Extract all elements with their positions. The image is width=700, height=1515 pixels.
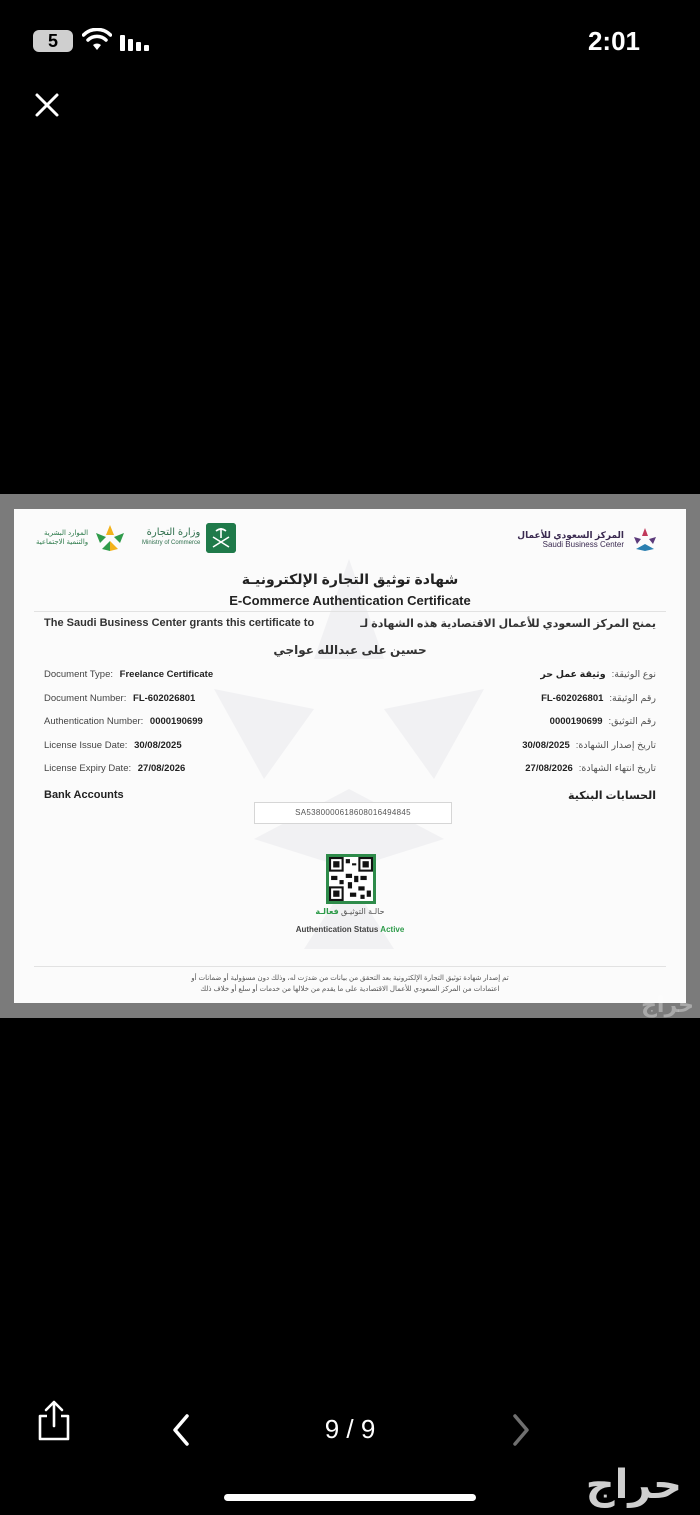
label: Document Type: (44, 669, 114, 680)
sbc-logo-icon (632, 527, 658, 553)
certificate-image (0, 494, 700, 1018)
disclaimer-line-1: تم إصدار شهادة توثيق التجارة الإلكترونية بعد التحقق من بيانات من صَدرَت له، وذلك دون مسؤولية أو ضمانات أو (191, 975, 509, 982)
status-label-ar: حالـة التوثيـق (341, 907, 385, 916)
value-ar: FL-602026801 (541, 693, 604, 704)
value-ar: وثيقة عمل حر (540, 669, 606, 680)
disclaimer (34, 973, 666, 995)
value-ar: 0000190699 (549, 716, 603, 727)
label: Authentication Number: (44, 716, 144, 727)
authentication-status-en (14, 925, 686, 934)
iban-field: SA5380000618608016494845 (254, 802, 452, 824)
value-ar: 27/08/2026 (525, 763, 573, 774)
value: 27/08/2026 (137, 763, 186, 774)
status-value-en: Active (380, 925, 405, 934)
moc-logo (142, 523, 236, 553)
label-ar: رقم الوثيقة: (609, 693, 656, 704)
certificate-title-ar: شهادة توثيق التجارة الإلكترونيـة (241, 571, 459, 587)
divider (34, 966, 666, 967)
status-value-ar: فعالـة (315, 907, 339, 916)
certificate (14, 509, 686, 1003)
value: 30/08/2025 (134, 740, 182, 751)
value-ar: 30/08/2025 (522, 740, 570, 751)
issue-date-row (44, 740, 656, 756)
grant-statement-ar: يمنح المركز السعودي للأعمال الاقتصادية هذه الشهادة لـ (360, 618, 656, 630)
expiry-date-row (44, 763, 656, 779)
saudi-emblem-icon (206, 523, 236, 553)
chevron-right-icon[interactable] (506, 1412, 534, 1448)
label-ar: نوع الوثيقة: (611, 669, 656, 680)
status-label-en: Authentication Status (295, 925, 379, 934)
disclaimer-line-2: اعتمادات من المركز السعودي للأعمال الاقتصادية على ما يقدم من خلالها من خدمات أو سلع أو خلاف ذلك (200, 986, 500, 993)
page-counter: 9 / 9 (324, 1414, 376, 1444)
divider (34, 611, 666, 612)
moc-logo-en: Ministry of Commerce (142, 540, 201, 546)
hr-logo-ar-1: الموارد البشرية (44, 530, 89, 537)
sbc-logo-ar: المركز السعودي للأعمال (517, 530, 624, 540)
status-bar (0, 0, 700, 80)
bank-accounts-heading-en: Bank Accounts (44, 789, 124, 801)
certificate-title-en: E-Commerce Authentication Certificate (229, 593, 471, 608)
hr-logo-icon (92, 523, 128, 553)
label-ar: تاريخ انتهاء الشهادة: (578, 763, 656, 774)
haraj-watermark: حراج (641, 992, 694, 1017)
sbc-logo (517, 523, 658, 557)
grant-statement-en: The Saudi Business Center grants this certificate to (44, 617, 315, 629)
moc-logo-ar: وزارة التجارة (146, 527, 201, 538)
haraj-logo: حراج (585, 1463, 682, 1507)
hr-ministry-logo (36, 523, 128, 553)
bank-accounts-heading-ar: الحسابات البنكية (568, 790, 656, 802)
qr-code-icon (326, 854, 376, 904)
label-ar: تاريخ إصدار الشهادة: (575, 740, 656, 751)
home-indicator[interactable] (224, 1494, 476, 1501)
document-number-row (44, 693, 656, 709)
authentication-number-row (44, 716, 656, 732)
clock: 2:01 (587, 26, 640, 56)
close-icon[interactable] (30, 88, 64, 122)
authentication-status-ar (14, 907, 686, 916)
signal-icon (120, 33, 152, 51)
document-type-row (44, 669, 656, 685)
label: License Expiry Date: (44, 763, 132, 774)
label: License Issue Date: (44, 740, 128, 751)
value: FL-602026801 (133, 693, 196, 704)
hr-logo-ar-2: والتنمية الاجتماعية (36, 539, 89, 546)
sbc-logo-en: Saudi Business Center (542, 540, 624, 549)
label-ar: رقم التوثيق: (608, 716, 656, 727)
battery-indicator: 5 (33, 30, 73, 52)
certificate-holder-name: حسين على عبدالله عواجي (273, 643, 427, 657)
value: Freelance Certificate (119, 669, 214, 680)
wifi-icon (82, 28, 112, 52)
label: Document Number: (44, 693, 127, 704)
value: 0000190699 (149, 716, 203, 727)
